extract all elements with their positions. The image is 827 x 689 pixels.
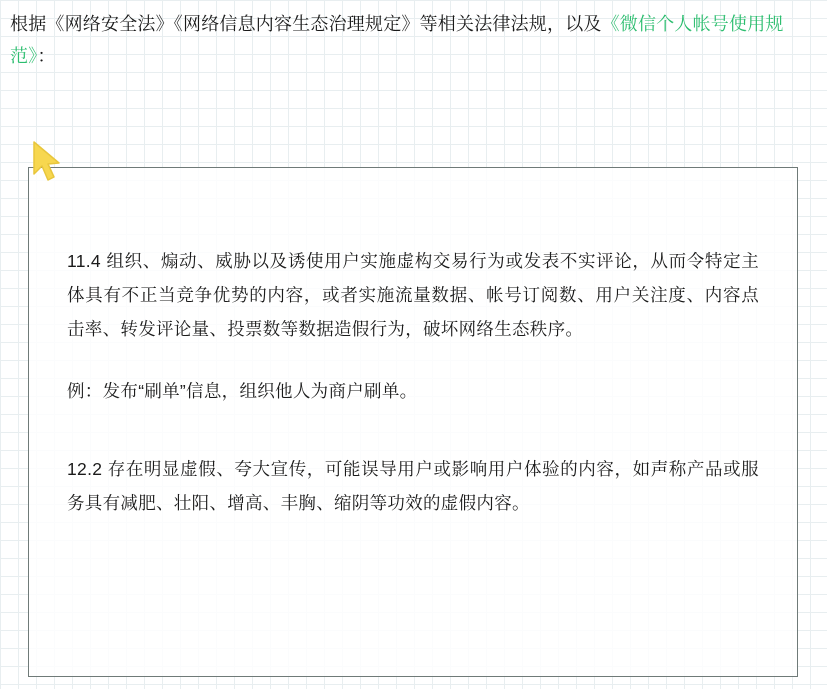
document-content-box (28, 167, 798, 677)
intro-paragraph (10, 8, 820, 72)
document-inner (29, 168, 797, 520)
clause-paragraph-12-2: 12.2 存在明显虚假、夸大宣传，可能误导用户或影响用户体验的内容，如声称产品或服务具有减肥、壮阳、增高、丰胸、缩阴等功效的虚假内容。 (67, 459, 759, 513)
intro-link-wechat-rules[interactable]: 《微信个人帐号使用规范》 (10, 14, 784, 66)
example-paragraph: 例：发布“刷单”信息，组织他人为商户刷单。 (67, 381, 418, 401)
clause-paragraph-11-4: 11.4 组织、煽动、威胁以及诱使用户实施虚构交易行为或发表不实评论，从而令特定主体具有不正当竞争优势的内容，或者实施流量数据、帐号订阅数、用户关注度、内容点击率、转发评论量、投票数等数据造假行为，破坏网络生态秩序。 (67, 251, 759, 339)
intro-text-part1: 根据《网络安全法》《网络信息内容生态治理规定》等相关法律法规，以及 (10, 14, 602, 34)
intro-text-part3: ： (37, 46, 56, 66)
